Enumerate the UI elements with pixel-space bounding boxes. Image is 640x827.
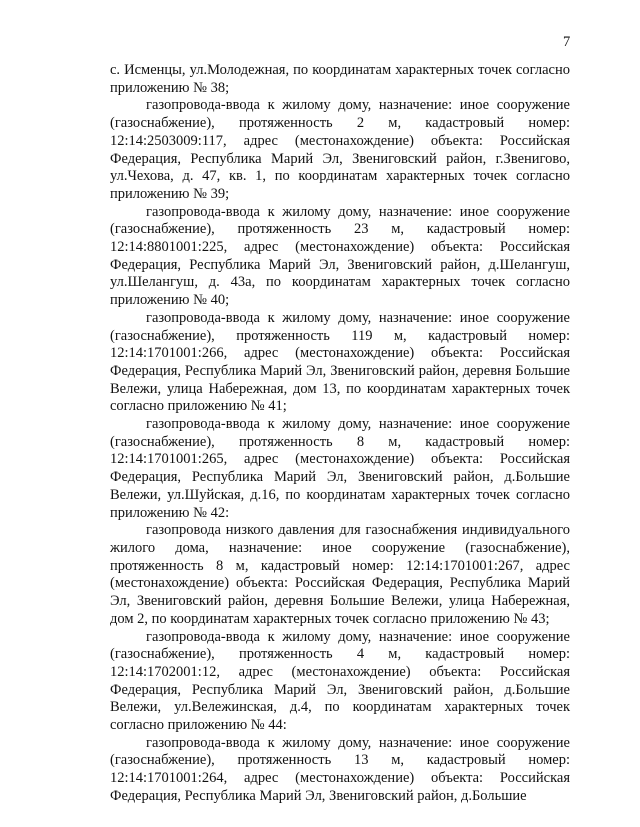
paragraph: газопровода-ввода к жилому дому, назначение: иное сооружение (газоснабжение), протяженность 23 м, кадастровый номер: 12:14:8801001:225, адрес (местонахождение) объекта: Российская Федерация, Республика Марий Эл, Звениговский район, д.Шелангуш, ул.Шелангуш, д. 43а, по координатам характерных точек согласно приложению № 40; bbox=[110, 203, 570, 309]
paragraph: газопровода низкого давления для газоснабжения индивидуального жилого дома, назначение: иное сооружение (газоснабжение), протяженность 8 м, кадастровый номер: 12:14:1701001:267, адрес (местонахождение) объекта: Российская Федерация, Республика Марий Эл, Звениговский район, деревня Большие Вележи, улица Набережная, дом 2, по координатам характерных точек согласно приложению № 43; bbox=[110, 522, 570, 627]
paragraph: с. Исменцы, ул.Молодежная, по координатам характерных точек согласно приложению № 38; bbox=[110, 62, 570, 96]
paragraph: газопровода-ввода к жилому дому, назначение: иное сооружение (газоснабжение), протяженность 119 м, кадастровый номер: 12:14:1701001:266, адрес (местонахождение) объекта: Российская Федерация, Республика Марий Эл, Звениговский район, деревня Большие Вележи, улица Набережная, дом 13, по координатам характерных точек согласно приложению № 41; bbox=[110, 309, 570, 415]
paragraph: газопровода-ввода к жилому дому, назначение: иное сооружение (газоснабжение), протяженность 8 м, кадастровый номер: 12:14:1701001:265, адрес (местонахождение) объекта: Российская Федерация, Республика Марий Эл, Звениговский район, д.Большие Вележи, ул.Шуйская, д.16, по координатам характерных точек согласно приложению № 42: bbox=[110, 416, 570, 521]
paragraph: газопровода-ввода к жилому дому, назначение: иное сооружение (газоснабжение), протяженность 2 м, кадастровый номер: 12:14:2503009:117, адрес (местонахождение) объекта: Российская Федерация, Республика Марий Эл, Звениговский район, г.Звенигово, ул.Чехова, д. 47, кв. 1, по координатам характерных точек согласно приложению № 39; bbox=[110, 97, 570, 202]
paragraph: газопровода-ввода к жилому дому, назначение: иное сооружение (газоснабжение), протяженность 4 м, кадастровый номер: 12:14:1702001:12, адрес (местонахождение) объекта: Российская Федерация, Республика Марий Эл, Звениговский район, д.Большие Вележи, ул.Вележинская, д.4, по координатам характерных точек согласно приложению № 44: bbox=[110, 628, 570, 734]
document-body bbox=[110, 62, 570, 806]
paragraph: газопровода-ввода к жилому дому, назначение: иное сооружение (газоснабжение), протяженность 13 м, кадастровый номер: 12:14:1701001:264, адрес (местонахождение) объекта: Российская Федерация, Республика Марий Эл, Звениговский район, д.Большие bbox=[110, 734, 570, 804]
page-number: 7 bbox=[563, 34, 571, 50]
